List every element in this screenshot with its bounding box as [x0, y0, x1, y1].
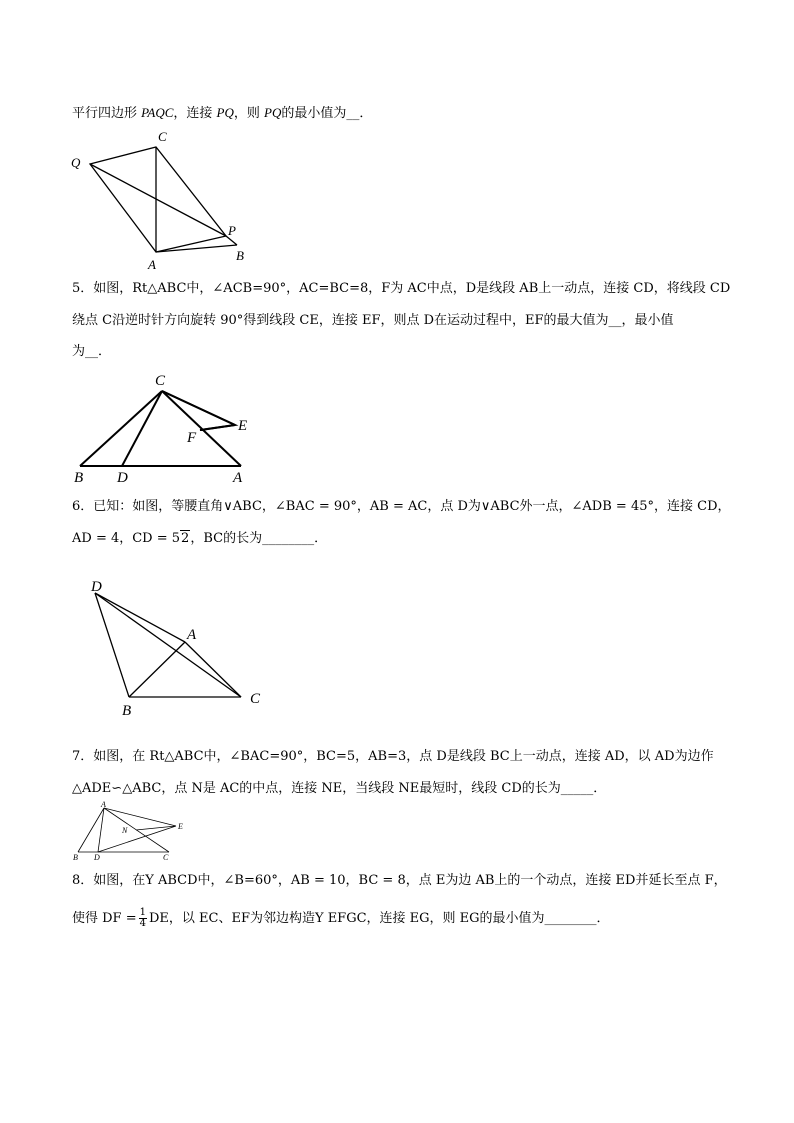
q6-label-b: B — [122, 703, 132, 719]
q7-line-1: 7．如图，在 Rt△ABC中，∠BAC=90°，BC=5，AB=3，点 D是线段 BC上一动点，连接 AD，以 AD为边作 — [72, 749, 714, 764]
q5-label-a: A — [233, 470, 243, 486]
q5-label-b: B — [74, 470, 84, 486]
q6-line-2: AD = 4，CD = 52，BC的长为________． — [72, 531, 328, 546]
q5-label-f: F — [187, 430, 197, 446]
q8-line-1: 8．如图，在Y ABCD中，∠B=60°，AB = 10，BC = 8，点 E为边 AB上的一个动点，连接 ED并延长至点 F， — [72, 873, 727, 888]
q7-label-c: C — [163, 853, 169, 862]
fraction-one-quarter: $\frac{1}{4}$ — [139, 907, 146, 929]
q6-line-1: 6．已知：如图，等腰直角∨ABC，∠BAC = 90°，AB = AC，点 D为∨ABC外一点，∠ADB = 45°，连接 CD， — [72, 499, 731, 514]
q6-figure — [85, 575, 285, 720]
q7-figure — [70, 800, 190, 865]
q5-label-c: C — [155, 373, 166, 389]
q4-label-c: C — [158, 129, 167, 144]
q7-label-e: E — [178, 822, 183, 831]
q7-line-2: △ADE∽△ABC，点 N是 AC的中点，连接 NE，当线段 NE最短时，线段 CD的长为_____． — [72, 781, 607, 796]
q4-figure — [60, 120, 260, 275]
q4-label-q: Q — [71, 155, 81, 170]
q6-label-a: A — [187, 627, 197, 643]
q5-figure — [70, 370, 270, 490]
q6-label-d: D — [91, 579, 102, 595]
q5-line-2: 绕点 C沿逆时针方向旋转 90°得到线段 CE，连接 EF，则点 D在运动过程中，EF的最大值为__，最小值 — [72, 313, 674, 328]
q5-line-1: 5．如图，Rt△ABC中，∠ACB=90°，AC=BC=8，F为 AC中点，D是线段 AB上一动点，连接 CD，将线段 CD — [72, 281, 731, 296]
q6-label-c: C — [250, 691, 261, 707]
q5-label-d: D — [117, 470, 128, 486]
q4-label-a: A — [148, 257, 156, 272]
q7-label-b: B — [73, 853, 78, 862]
q4-label-b: B — [236, 248, 244, 263]
q5-label-e: E — [238, 418, 248, 434]
q4-label-p: P — [228, 223, 236, 238]
q8-line-2: 使得 DF = $\frac{1}{4}$ DE，以 EC、EF为邻边构造Y EFGC，连接 EG，则 EG的最小值为________． — [72, 907, 610, 929]
q5-line-3: 为__． — [72, 344, 112, 359]
q4-text: 平行四边形 PAQC，连接 PQ，则 PQ的最小值为__． — [72, 105, 373, 121]
q7-label-a: A — [101, 800, 106, 809]
q7-label-d: D — [94, 853, 100, 862]
q7-label-n: N — [122, 826, 128, 835]
